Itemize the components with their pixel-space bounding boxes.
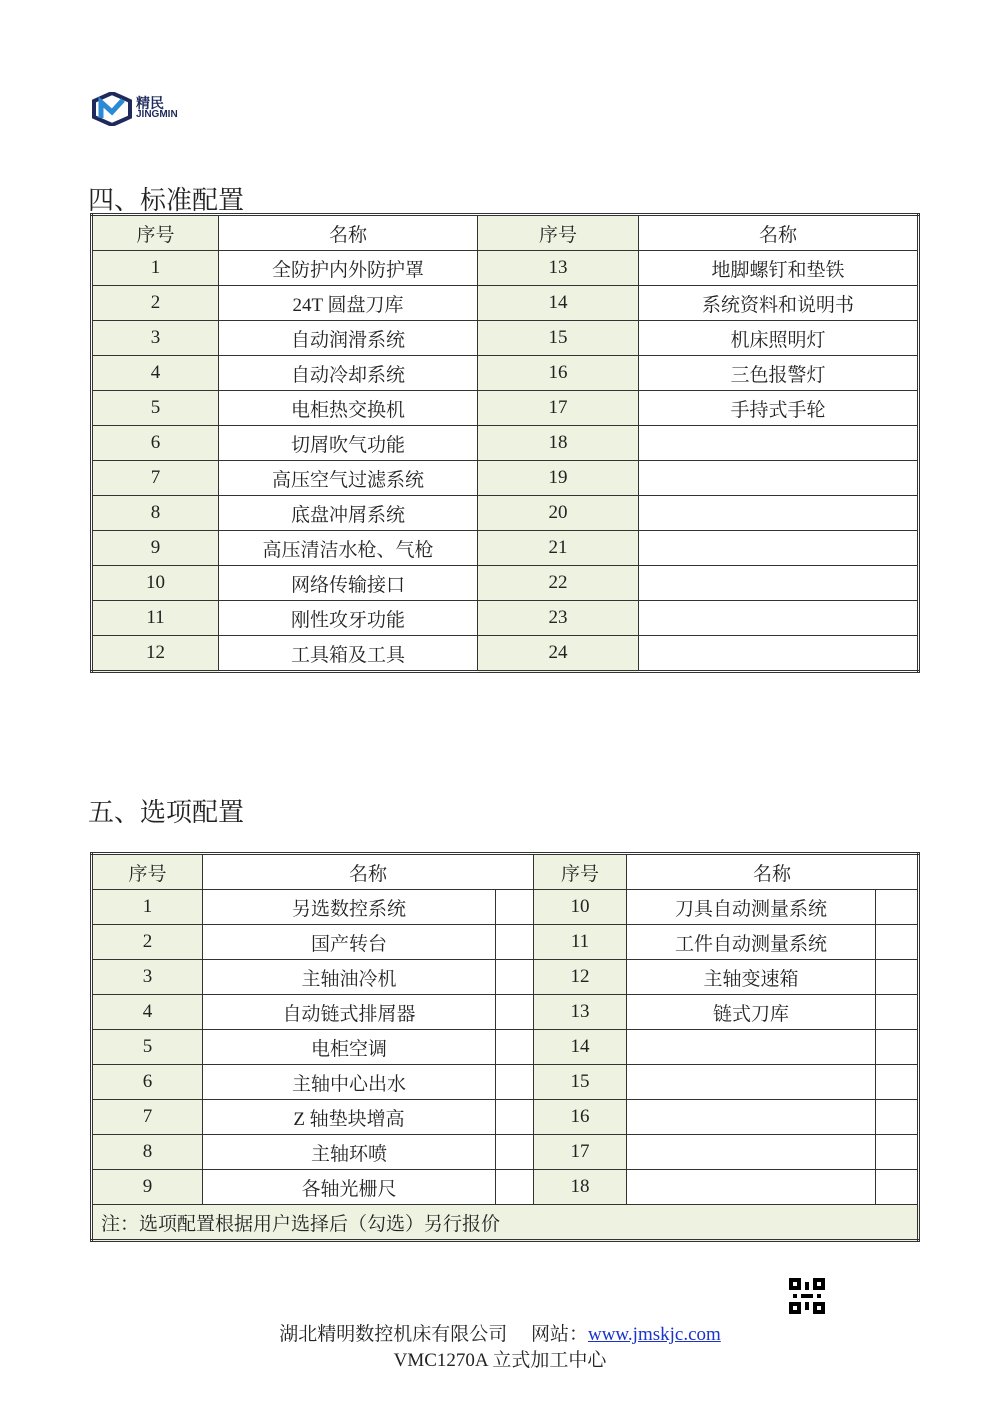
table-row [92,531,919,566]
selection-checkbox-cell[interactable] [496,995,534,1030]
item-name-cell: 各轴光栅尺 [203,1170,496,1205]
table-row [92,496,919,531]
item-number-cell: 7 [92,461,219,496]
logo-en: JINGMIN [136,109,178,120]
item-name-cell: 切屑吹气功能 [219,426,478,461]
item-number-cell: 8 [92,1135,203,1170]
item-name-cell: 另选数控系统 [203,890,496,925]
table-row [92,890,919,925]
jingmin-logo-icon [92,92,132,126]
item-name-cell: 系统资料和说明书 [639,286,919,321]
selection-checkbox-cell[interactable] [876,1135,919,1170]
item-name-cell: 主轴油冷机 [203,960,496,995]
item-number-cell: 9 [92,1170,203,1205]
table-row [92,286,919,321]
item-name-cell [627,1030,876,1065]
item-name-cell: 24T 圆盘刀库 [219,286,478,321]
item-number-cell: 22 [478,566,639,601]
item-name-cell: 底盘冲屑系统 [219,496,478,531]
selection-checkbox-cell[interactable] [496,1170,534,1205]
footer-company-line [0,1319,1000,1346]
selection-checkbox-cell[interactable] [876,960,919,995]
item-name-cell: 机床照明灯 [639,321,919,356]
item-number-cell: 17 [478,391,639,426]
item-name-cell: 自动润滑系统 [219,321,478,356]
item-name-cell: 手持式手轮 [639,391,919,426]
table-row [92,995,919,1030]
item-number-cell: 9 [92,531,219,566]
note-text: 注：选项配置根据用户选择后（勾选）另行报价 [92,1205,919,1241]
table-row [92,1100,919,1135]
selection-checkbox-cell[interactable] [876,1100,919,1135]
item-number-cell: 15 [534,1065,627,1100]
item-name-cell [639,601,919,636]
item-name-cell: 电柜空调 [203,1030,496,1065]
item-name-cell: 主轴中心出水 [203,1065,496,1100]
company-logo [92,92,178,126]
selection-checkbox-cell[interactable] [876,1030,919,1065]
selection-checkbox-cell[interactable] [496,1030,534,1065]
qr-code-icon [789,1278,825,1314]
item-number-cell: 2 [92,925,203,960]
optional-config-table [90,852,920,1242]
item-number-cell: 18 [478,426,639,461]
table-row [92,566,919,601]
item-number-cell: 14 [478,286,639,321]
table-row [92,461,919,496]
item-number-cell: 15 [478,321,639,356]
item-name-cell: 工具箱及工具 [219,636,478,672]
item-number-cell: 12 [92,636,219,672]
selection-checkbox-cell[interactable] [876,1170,919,1205]
item-number-cell: 6 [92,426,219,461]
item-name-cell: 地脚螺钉和垫铁 [639,251,919,286]
item-name-cell [639,461,919,496]
column-header: 序号 [92,854,203,890]
table-row [92,251,919,286]
item-name-cell: 主轴环喷 [203,1135,496,1170]
item-name-cell [627,1135,876,1170]
item-number-cell: 18 [534,1170,627,1205]
item-name-cell [639,566,919,601]
item-name-cell: 国产转台 [203,925,496,960]
column-header: 名称 [627,854,919,890]
item-name-cell: 主轴变速箱 [627,960,876,995]
item-number-cell: 21 [478,531,639,566]
item-name-cell [639,426,919,461]
column-header: 序号 [534,854,627,890]
item-number-cell: 11 [534,925,627,960]
column-header: 序号 [478,215,639,251]
item-number-cell: 14 [534,1030,627,1065]
item-name-cell: 链式刀库 [627,995,876,1030]
item-name-cell [627,1100,876,1135]
item-number-cell: 11 [92,601,219,636]
item-name-cell: 全防护内外防护罩 [219,251,478,286]
item-number-cell: 10 [534,890,627,925]
item-number-cell: 4 [92,995,203,1030]
item-name-cell [639,531,919,566]
item-name-cell [639,636,919,672]
column-header: 名称 [639,215,919,251]
item-name-cell: Z 轴垫块增高 [203,1100,496,1135]
item-number-cell: 13 [534,995,627,1030]
item-name-cell [639,496,919,531]
item-number-cell: 19 [478,461,639,496]
company-name: 湖北精明数控机床有限公司 [279,1324,508,1345]
standard-config-table [90,213,920,673]
logo-cn: 精民 [136,95,164,111]
footer-model: VMC1270A 立式加工中心 [393,1350,607,1371]
item-name-cell: 网络传输接口 [219,566,478,601]
item-name-cell: 高压清洁水枪、气枪 [219,531,478,566]
table-row [92,1170,919,1205]
selection-checkbox-cell[interactable] [496,1065,534,1100]
item-name-cell: 电柜热交换机 [219,391,478,426]
item-number-cell: 23 [478,601,639,636]
selection-checkbox-cell[interactable] [876,890,919,925]
table-row [92,1030,919,1065]
item-number-cell: 13 [478,251,639,286]
table-header-row [92,854,919,890]
item-number-cell: 1 [92,890,203,925]
item-number-cell: 3 [92,960,203,995]
item-name-cell: 自动链式排屑器 [203,995,496,1030]
selection-checkbox-cell[interactable] [496,960,534,995]
selection-checkbox-cell[interactable] [876,995,919,1030]
item-number-cell: 6 [92,1065,203,1100]
website-label: 网站： [530,1324,588,1345]
table-row [92,960,919,995]
column-header: 名称 [219,215,478,251]
section-title-standard: 四、标准配置 [88,186,245,215]
selection-checkbox-cell[interactable] [496,1135,534,1170]
selection-checkbox-cell[interactable] [496,1100,534,1135]
item-number-cell: 5 [92,1030,203,1065]
item-name-cell: 自动冷却系统 [219,356,478,391]
table-row [92,356,919,391]
table-row [92,391,919,426]
item-name-cell: 工件自动测量系统 [627,925,876,960]
item-name-cell: 三色报警灯 [639,356,919,391]
item-name-cell [627,1170,876,1205]
item-number-cell: 16 [534,1100,627,1135]
item-number-cell: 4 [92,356,219,391]
item-name-cell [627,1065,876,1100]
table-row [92,1065,919,1100]
website-link[interactable]: www.jmskjc.com [587,1324,721,1345]
selection-checkbox-cell[interactable] [876,925,919,960]
item-number-cell: 20 [478,496,639,531]
item-number-cell: 3 [92,321,219,356]
table-row [92,321,919,356]
column-header: 序号 [92,215,219,251]
item-number-cell: 8 [92,496,219,531]
note-row [92,1205,919,1241]
section-title-optional: 五、选项配置 [88,798,245,827]
table-row [92,636,919,672]
item-name-cell: 刚性攻牙功能 [219,601,478,636]
item-number-cell: 5 [92,391,219,426]
item-number-cell: 16 [478,356,639,391]
table-row [92,925,919,960]
selection-checkbox-cell[interactable] [876,1065,919,1100]
table-header-row [92,215,919,251]
item-number-cell: 2 [92,286,219,321]
item-number-cell: 7 [92,1100,203,1135]
table-row [92,601,919,636]
item-number-cell: 10 [92,566,219,601]
table-row [92,426,919,461]
item-number-cell: 12 [534,960,627,995]
item-name-cell: 高压空气过滤系统 [219,461,478,496]
selection-checkbox-cell[interactable] [496,890,534,925]
item-number-cell: 24 [478,636,639,672]
item-number-cell: 17 [534,1135,627,1170]
item-number-cell: 1 [92,251,219,286]
selection-checkbox-cell[interactable] [496,925,534,960]
item-name-cell: 刀具自动测量系统 [627,890,876,925]
table-row [92,1135,919,1170]
column-header: 名称 [203,854,534,890]
